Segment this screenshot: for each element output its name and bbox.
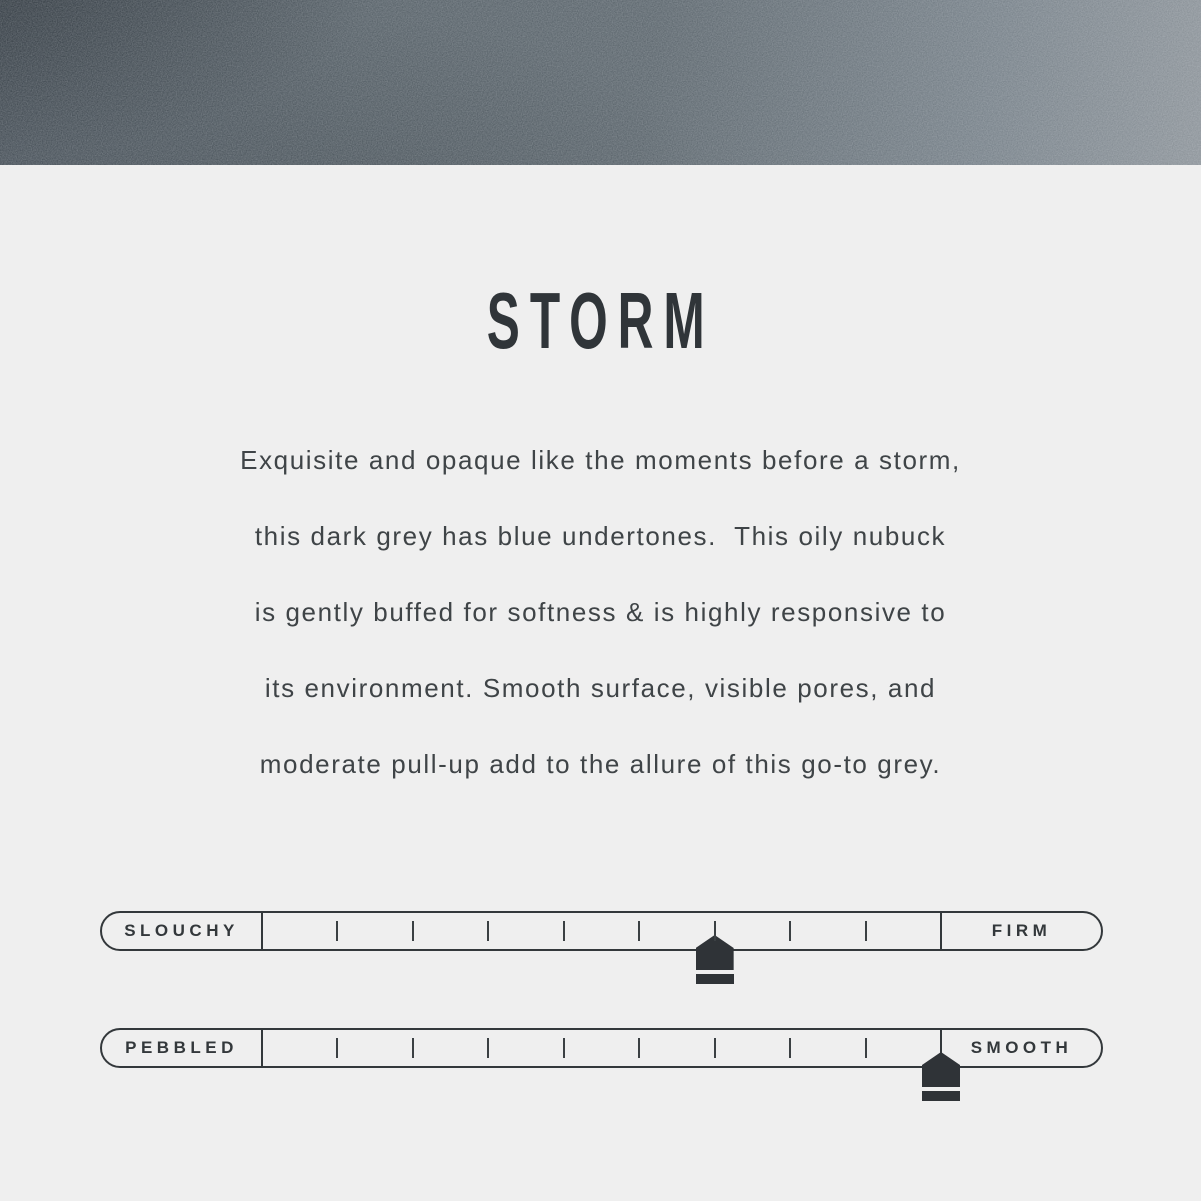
marker-base-icon xyxy=(696,974,734,984)
description-line: its environment. Smooth surface, visible pores, and xyxy=(264,673,937,703)
scale-left-label: PEBBLED xyxy=(125,1038,238,1057)
firmness-scale xyxy=(100,911,1103,951)
color-description xyxy=(0,422,1201,802)
description-line: moderate pull-up add to the allure of this go-to grey. xyxy=(259,749,942,779)
scale-tick xyxy=(714,921,716,941)
scale-tick xyxy=(487,1038,489,1058)
scale-tick xyxy=(865,1038,867,1058)
page-title xyxy=(0,276,1201,365)
scale-tick xyxy=(714,1038,716,1058)
scale-tick xyxy=(336,1038,338,1058)
scale-tick xyxy=(789,921,791,941)
scale-divider xyxy=(261,911,263,951)
page-title-text: STORM xyxy=(486,276,715,365)
scale-tick xyxy=(638,921,640,941)
scale-right-label: FIRM xyxy=(991,921,1052,940)
scale-tick xyxy=(412,1038,414,1058)
scale-tick xyxy=(789,1038,791,1058)
leather-texture-image xyxy=(0,0,1201,165)
scale-right-label: SMOOTH xyxy=(970,1038,1073,1057)
description-line: this dark grey has blue undertones. This oily nubuck xyxy=(254,521,947,551)
scale-tick xyxy=(865,921,867,941)
scale-tick xyxy=(563,921,565,941)
scale-divider xyxy=(261,1028,263,1068)
scale-tick xyxy=(487,921,489,941)
description-line: Exquisite and opaque like the moments before a storm, xyxy=(240,445,961,475)
scale-divider xyxy=(940,911,942,951)
marker-base-icon xyxy=(922,1091,960,1101)
scale-tick xyxy=(638,1038,640,1058)
scale-divider xyxy=(940,1028,942,1068)
texture-scale xyxy=(100,1028,1103,1068)
leather-grain-overlay xyxy=(0,0,1201,165)
scale-tick xyxy=(336,921,338,941)
scale-tick xyxy=(412,921,414,941)
description-line: is gently buffed for softness & is highly responsive to xyxy=(254,597,947,627)
scale-left-label: SLOUCHY xyxy=(124,921,239,940)
scale-tick xyxy=(563,1038,565,1058)
